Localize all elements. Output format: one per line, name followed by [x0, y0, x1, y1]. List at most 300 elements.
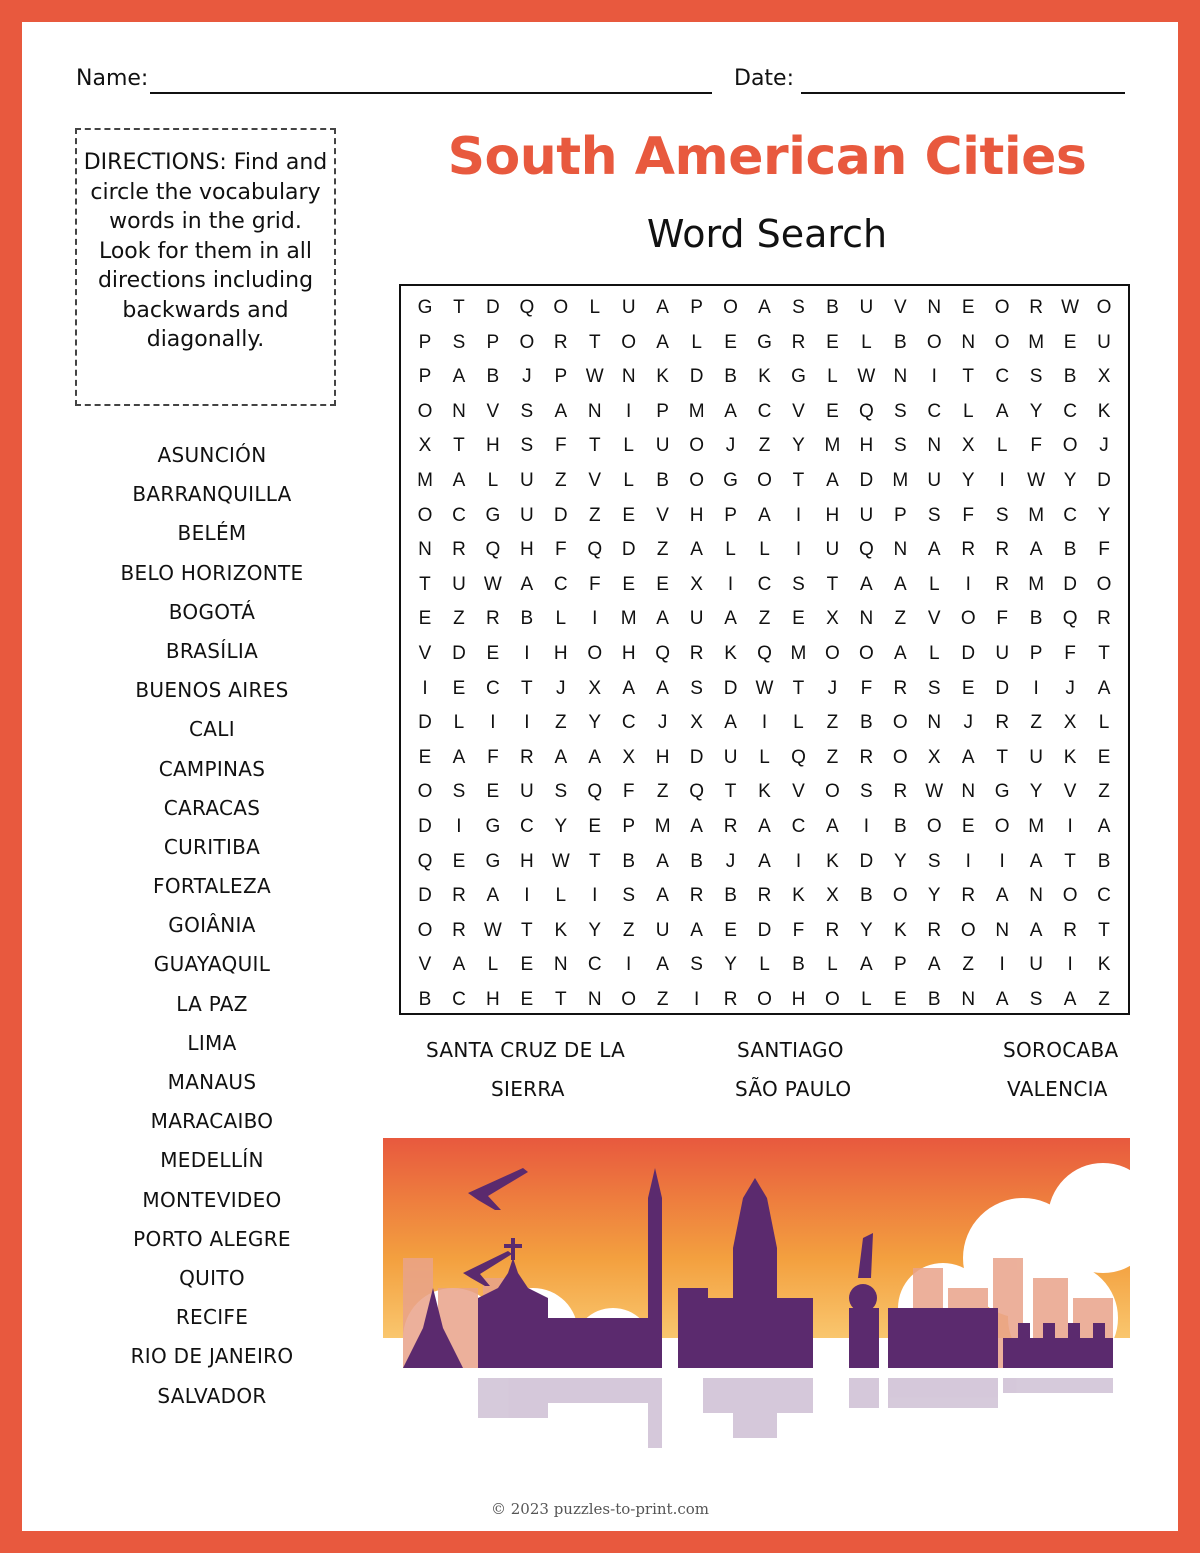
grid-cell[interactable]: L	[928, 642, 940, 664]
grid-cell[interactable]: T	[962, 366, 975, 388]
grid-cell[interactable]: O	[994, 297, 1010, 318]
grid-cell[interactable]: C	[757, 573, 772, 595]
grid-cell[interactable]: W	[585, 366, 604, 388]
grid-cell[interactable]: I	[1067, 954, 1073, 976]
grid-cell[interactable]: S	[792, 573, 805, 595]
grid-cell[interactable]: E	[826, 331, 839, 353]
grid-cell[interactable]: W	[755, 677, 774, 699]
grid-cell[interactable]: I	[524, 885, 530, 907]
word-search-grid[interactable]	[399, 284, 1130, 1015]
grid-cell[interactable]: O	[825, 642, 840, 664]
grid-cell[interactable]: M	[790, 642, 807, 664]
grid-cell[interactable]: Z	[1030, 712, 1042, 734]
grid-cell[interactable]: S	[893, 400, 907, 422]
grid-cell[interactable]: H	[689, 504, 704, 526]
grid-cell[interactable]: W	[483, 573, 502, 595]
grid-cell[interactable]: Q	[791, 746, 806, 768]
grid-cell[interactable]: J	[827, 677, 838, 699]
grid-cell[interactable]: A	[656, 677, 669, 699]
grid-cell[interactable]: U	[452, 573, 466, 595]
grid-cell[interactable]: A	[588, 746, 602, 768]
grid-cell[interactable]: H	[486, 435, 500, 457]
grid-cell[interactable]: I	[592, 608, 598, 630]
grid-cell[interactable]: C	[452, 988, 466, 1010]
grid-cell[interactable]: L	[589, 297, 601, 318]
grid-cell[interactable]: W	[925, 781, 944, 803]
grid-cell[interactable]: C	[486, 677, 500, 699]
grid-cell[interactable]: O	[1096, 573, 1112, 595]
grid-cell[interactable]: E	[792, 608, 805, 630]
grid-cell[interactable]: T	[588, 435, 601, 457]
grid-cell[interactable]: A	[656, 885, 669, 907]
grid-cell[interactable]: V	[927, 608, 941, 630]
grid-cell[interactable]: R	[689, 642, 704, 664]
grid-cell[interactable]: R	[723, 815, 738, 837]
grid-cell[interactable]: E	[961, 297, 975, 318]
grid-cell[interactable]: O	[892, 885, 908, 907]
grid-cell[interactable]: I	[626, 954, 632, 976]
grid-cell[interactable]: B	[1097, 850, 1111, 872]
grid-cell[interactable]: B	[418, 988, 432, 1010]
grid-cell[interactable]: A	[995, 885, 1009, 907]
grid-cell[interactable]: N	[961, 331, 976, 353]
grid-cell[interactable]: L	[555, 608, 567, 630]
grid-cell[interactable]: T	[826, 573, 839, 595]
grid-cell[interactable]: X	[826, 608, 839, 630]
grid-cell[interactable]: Y	[588, 919, 602, 941]
grid-cell[interactable]: H	[486, 988, 500, 1010]
grid-cell[interactable]: A	[724, 608, 737, 630]
grid-cell[interactable]: L	[487, 954, 499, 976]
grid-cell[interactable]: A	[961, 746, 975, 768]
grid-cell[interactable]: H	[519, 539, 534, 561]
grid-cell[interactable]: V	[486, 400, 500, 422]
grid-cell[interactable]: V	[418, 954, 432, 976]
grid-cell[interactable]: R	[961, 539, 976, 561]
grid-cell[interactable]: Z	[1098, 988, 1110, 1010]
grid-cell[interactable]: B	[893, 815, 907, 837]
grid-cell[interactable]: A	[486, 885, 500, 907]
grid-cell[interactable]: G	[723, 469, 738, 491]
grid-cell[interactable]: N	[961, 781, 976, 803]
grid-cell[interactable]: E	[724, 331, 737, 353]
grid-cell[interactable]: Q	[655, 642, 671, 664]
grid-cell[interactable]: U	[689, 608, 704, 630]
grid-cell[interactable]: O	[553, 297, 569, 318]
grid-cell[interactable]: Y	[588, 712, 602, 734]
grid-cell[interactable]: B	[656, 469, 669, 491]
grid-cell[interactable]: Y	[554, 815, 568, 837]
grid-cell[interactable]: D	[1097, 469, 1111, 491]
grid-cell[interactable]: S	[1029, 988, 1043, 1010]
grid-cell[interactable]: R	[452, 885, 466, 907]
grid-cell[interactable]: Y	[961, 469, 975, 491]
grid-cell[interactable]: U	[621, 297, 636, 318]
grid-cell[interactable]: Y	[724, 954, 737, 976]
grid-cell[interactable]: Q	[519, 297, 535, 318]
grid-cell[interactable]: L	[928, 573, 940, 595]
grid-cell[interactable]: H	[519, 850, 534, 872]
grid-cell[interactable]: K	[1097, 400, 1111, 422]
grid-cell[interactable]: W	[483, 919, 502, 941]
grid-cell[interactable]: Z	[622, 919, 635, 941]
grid-cell[interactable]: O	[1096, 297, 1112, 318]
grid-cell[interactable]: G	[485, 850, 501, 872]
grid-cell[interactable]: N	[859, 608, 874, 630]
grid-cell[interactable]: S	[1029, 366, 1043, 388]
grid-cell[interactable]: A	[724, 712, 737, 734]
grid-cell[interactable]: L	[996, 435, 1008, 457]
grid-cell[interactable]: E	[452, 850, 466, 872]
grid-cell[interactable]: O	[858, 642, 874, 664]
grid-cell[interactable]: P	[690, 297, 703, 318]
grid-cell[interactable]: I	[795, 504, 802, 526]
grid-cell[interactable]: D	[1063, 573, 1077, 595]
grid-cell[interactable]: M	[688, 400, 705, 422]
grid-cell[interactable]: B	[860, 712, 873, 734]
grid-cell[interactable]: O	[621, 988, 637, 1010]
grid-cell[interactable]: A	[656, 608, 669, 630]
grid-cell[interactable]: E	[486, 642, 500, 664]
grid-cell[interactable]: U	[859, 297, 874, 318]
grid-cell[interactable]: O	[757, 988, 772, 1010]
grid-cell[interactable]: T	[554, 988, 567, 1010]
grid-cell[interactable]: I	[965, 573, 971, 595]
grid-cell[interactable]: A	[995, 988, 1009, 1010]
grid-cell[interactable]: D	[553, 504, 568, 526]
grid-cell[interactable]: M	[417, 469, 433, 491]
grid-cell[interactable]: K	[554, 919, 568, 941]
grid-cell[interactable]: K	[792, 885, 805, 907]
grid-cell[interactable]: A	[826, 469, 839, 491]
grid-cell[interactable]: T	[521, 677, 533, 699]
grid-cell[interactable]: K	[1097, 954, 1111, 976]
grid-cell[interactable]: A	[452, 954, 466, 976]
grid-cell[interactable]: R	[723, 988, 738, 1010]
grid-cell[interactable]: P	[893, 954, 907, 976]
grid-cell[interactable]: N	[927, 712, 942, 734]
grid-cell[interactable]: S	[792, 297, 805, 318]
grid-cell[interactable]: I	[727, 573, 734, 595]
grid-cell[interactable]: K	[826, 850, 839, 872]
grid-cell[interactable]: T	[419, 573, 431, 595]
grid-cell[interactable]: O	[689, 469, 704, 491]
grid-cell[interactable]: C	[587, 954, 602, 976]
grid-cell[interactable]: O	[926, 331, 942, 353]
grid-cell[interactable]: C	[452, 504, 466, 526]
grid-cell[interactable]: C	[621, 712, 636, 734]
grid-cell[interactable]: D	[418, 712, 432, 734]
grid-cell[interactable]: F	[962, 504, 975, 526]
grid-cell[interactable]: F	[1098, 539, 1110, 561]
grid-cell[interactable]: X	[927, 746, 941, 768]
grid-cell[interactable]: A	[758, 815, 771, 837]
grid-cell[interactable]: Y	[893, 850, 907, 872]
grid-cell[interactable]: O	[960, 608, 976, 630]
grid-cell[interactable]: P	[418, 366, 432, 388]
grid-cell[interactable]: D	[689, 366, 704, 388]
grid-cell[interactable]: U	[1097, 331, 1111, 353]
grid-cell[interactable]: Y	[927, 885, 941, 907]
grid-cell[interactable]: S	[520, 400, 534, 422]
grid-cell[interactable]: I	[795, 850, 802, 872]
grid-cell[interactable]: T	[453, 435, 465, 457]
grid-cell[interactable]: F	[622, 781, 635, 803]
grid-cell[interactable]: J	[963, 712, 973, 734]
grid-cell[interactable]: A	[893, 573, 907, 595]
grid-cell[interactable]: U	[995, 642, 1010, 664]
grid-cell[interactable]: A	[656, 297, 669, 318]
grid-cell[interactable]: N	[927, 297, 942, 318]
grid-cell[interactable]: E	[622, 573, 636, 595]
grid-cell[interactable]: S	[622, 885, 636, 907]
grid-cell[interactable]: N	[418, 539, 432, 561]
grid-cell[interactable]: L	[962, 400, 974, 422]
grid-cell[interactable]: U	[859, 504, 874, 526]
grid-cell[interactable]: I	[931, 366, 937, 388]
grid-cell[interactable]: X	[418, 435, 432, 457]
grid-cell[interactable]: X	[1097, 366, 1111, 388]
grid-cell[interactable]: R	[961, 885, 976, 907]
grid-cell[interactable]: B	[826, 297, 839, 318]
grid-cell[interactable]: E	[656, 573, 669, 595]
grid-cell[interactable]: E	[486, 781, 500, 803]
grid-cell[interactable]: A	[995, 400, 1009, 422]
grid-cell[interactable]: O	[825, 781, 840, 803]
grid-cell[interactable]: S	[520, 435, 534, 457]
grid-cell[interactable]: I	[1033, 677, 1039, 699]
grid-cell[interactable]: V	[418, 642, 432, 664]
grid-cell[interactable]: X	[1063, 712, 1077, 734]
grid-cell[interactable]: O	[417, 781, 433, 803]
grid-cell[interactable]: P	[418, 331, 432, 353]
grid-cell[interactable]: O	[892, 746, 908, 768]
grid-cell[interactable]: R	[995, 712, 1010, 734]
grid-cell[interactable]: W	[551, 850, 570, 872]
grid-cell[interactable]: U	[1029, 746, 1043, 768]
grid-cell[interactable]: I	[626, 400, 632, 422]
grid-cell[interactable]: R	[452, 919, 466, 941]
grid-cell[interactable]: L	[487, 469, 499, 491]
grid-cell[interactable]: Z	[588, 504, 601, 526]
grid-cell[interactable]: T	[1064, 850, 1076, 872]
grid-cell[interactable]: U	[519, 781, 534, 803]
grid-cell[interactable]: S	[927, 850, 941, 872]
grid-cell[interactable]: L	[861, 331, 872, 353]
grid-cell[interactable]: H	[825, 504, 840, 526]
grid-cell[interactable]: K	[1063, 746, 1077, 768]
grid-cell[interactable]: Y	[792, 435, 805, 457]
grid-cell[interactable]: E	[961, 815, 975, 837]
grid-cell[interactable]: U	[927, 469, 942, 491]
grid-cell[interactable]: P	[656, 400, 669, 422]
grid-cell[interactable]: N	[587, 988, 602, 1010]
grid-cell[interactable]: A	[893, 642, 907, 664]
grid-cell[interactable]: S	[927, 677, 941, 699]
grid-cell[interactable]: I	[524, 642, 530, 664]
grid-cell[interactable]: O	[723, 297, 738, 318]
grid-cell[interactable]: W	[1027, 469, 1046, 491]
grid-cell[interactable]: N	[621, 366, 636, 388]
grid-cell[interactable]: A	[758, 504, 771, 526]
grid-cell[interactable]: V	[792, 781, 805, 803]
grid-cell[interactable]: H	[791, 988, 806, 1010]
grid-cell[interactable]: Z	[453, 608, 465, 630]
grid-cell[interactable]: J	[725, 850, 736, 872]
grid-cell[interactable]: R	[689, 885, 704, 907]
grid-cell[interactable]: R	[486, 608, 500, 630]
grid-cell[interactable]: D	[961, 642, 976, 664]
grid-cell[interactable]: A	[758, 850, 771, 872]
grid-cell[interactable]: B	[1063, 539, 1077, 561]
grid-cell[interactable]: F	[554, 539, 567, 561]
grid-cell[interactable]: I	[1067, 815, 1073, 837]
grid-cell[interactable]: N	[587, 400, 602, 422]
grid-cell[interactable]: C	[995, 366, 1010, 388]
grid-cell[interactable]: J	[1065, 677, 1075, 699]
grid-cell[interactable]: A	[554, 746, 568, 768]
grid-cell[interactable]: E	[418, 608, 432, 630]
grid-cell[interactable]: X	[622, 746, 636, 768]
grid-cell[interactable]: J	[725, 435, 736, 457]
grid-cell[interactable]: A	[452, 469, 466, 491]
grid-cell[interactable]: S	[927, 504, 941, 526]
grid-cell[interactable]: A	[452, 746, 466, 768]
grid-cell[interactable]: G	[757, 331, 772, 353]
grid-cell[interactable]: P	[893, 504, 907, 526]
grid-cell[interactable]: O	[825, 988, 840, 1010]
grid-cell[interactable]: Z	[554, 469, 567, 491]
grid-cell[interactable]: J	[556, 677, 566, 699]
grid-cell[interactable]: B	[1063, 366, 1077, 388]
grid-cell[interactable]: C	[553, 573, 568, 595]
grid-cell[interactable]: G	[994, 781, 1010, 803]
grid-cell[interactable]: A	[927, 954, 941, 976]
grid-cell[interactable]: R	[1097, 608, 1111, 630]
grid-cell[interactable]: O	[587, 642, 603, 664]
grid-cell[interactable]: E	[588, 815, 602, 837]
grid-cell[interactable]: Q	[858, 539, 874, 561]
grid-cell[interactable]: H	[859, 435, 874, 457]
grid-cell[interactable]: L	[827, 954, 838, 976]
grid-cell[interactable]: B	[893, 331, 907, 353]
grid-cell[interactable]: C	[791, 815, 806, 837]
grid-cell[interactable]: L	[453, 712, 465, 734]
grid-cell[interactable]: F	[588, 573, 601, 595]
grid-cell[interactable]: R	[757, 885, 772, 907]
grid-cell[interactable]: D	[418, 815, 432, 837]
grid-cell[interactable]: S	[860, 781, 873, 803]
grid-cell[interactable]: S	[452, 781, 466, 803]
grid-cell[interactable]: A	[690, 919, 703, 941]
grid-cell[interactable]: S	[690, 677, 703, 699]
grid-cell[interactable]: T	[521, 919, 533, 941]
grid-cell[interactable]: S	[690, 954, 703, 976]
grid-cell[interactable]: O	[994, 815, 1010, 837]
grid-cell[interactable]: A	[826, 815, 839, 837]
grid-cell[interactable]: V	[588, 469, 602, 491]
grid-cell[interactable]: D	[486, 297, 500, 318]
grid-cell[interactable]: G	[485, 815, 501, 837]
grid-cell[interactable]: N	[1029, 885, 1043, 907]
grid-cell[interactable]: V	[656, 504, 669, 526]
name-line[interactable]	[150, 92, 712, 94]
grid-cell[interactable]: Z	[826, 712, 839, 734]
grid-cell[interactable]: K	[893, 919, 907, 941]
grid-cell[interactable]: W	[857, 366, 876, 388]
grid-cell[interactable]: D	[723, 677, 738, 699]
grid-cell[interactable]: L	[623, 469, 634, 491]
grid-cell[interactable]: R	[452, 539, 466, 561]
grid-cell[interactable]: E	[1063, 331, 1077, 353]
grid-cell[interactable]: L	[1098, 712, 1110, 734]
grid-cell[interactable]: A	[1029, 850, 1043, 872]
grid-cell[interactable]: U	[1029, 954, 1043, 976]
grid-cell[interactable]: Y	[1097, 504, 1111, 526]
grid-cell[interactable]: B	[486, 366, 500, 388]
grid-cell[interactable]: N	[893, 539, 908, 561]
grid-cell[interactable]: S	[452, 331, 466, 353]
grid-cell[interactable]: Z	[656, 781, 669, 803]
grid-cell[interactable]: Z	[962, 954, 975, 976]
grid-cell[interactable]: T	[792, 469, 805, 491]
grid-cell[interactable]: T	[724, 781, 737, 803]
grid-cell[interactable]: A	[622, 677, 636, 699]
grid-cell[interactable]: A	[520, 573, 534, 595]
grid-cell[interactable]: R	[995, 573, 1010, 595]
grid-cell[interactable]: Q	[689, 781, 704, 803]
grid-cell[interactable]: A	[758, 297, 771, 318]
grid-cell[interactable]: D	[859, 469, 874, 491]
grid-cell[interactable]: M	[1028, 331, 1045, 353]
grid-cell[interactable]: Q	[587, 539, 603, 561]
grid-cell[interactable]: E	[826, 400, 839, 422]
grid-cell[interactable]: V	[893, 297, 907, 318]
grid-cell[interactable]: D	[452, 642, 466, 664]
grid-cell[interactable]: R	[825, 919, 840, 941]
grid-cell[interactable]: U	[519, 469, 534, 491]
grid-cell[interactable]: Z	[894, 608, 907, 630]
grid-cell[interactable]: P	[724, 504, 737, 526]
grid-cell[interactable]: Z	[826, 746, 839, 768]
grid-cell[interactable]: A	[690, 539, 703, 561]
grid-cell[interactable]: L	[623, 435, 634, 457]
grid-cell[interactable]: X	[826, 885, 839, 907]
grid-cell[interactable]: O	[417, 919, 433, 941]
grid-cell[interactable]: L	[827, 366, 838, 388]
grid-cell[interactable]: G	[485, 504, 501, 526]
grid-cell[interactable]: O	[1062, 435, 1078, 457]
grid-cell[interactable]: Z	[758, 608, 771, 630]
grid-cell[interactable]: Z	[758, 435, 771, 457]
grid-cell[interactable]: H	[553, 642, 568, 664]
grid-cell[interactable]: M	[654, 815, 671, 837]
grid-cell[interactable]: A	[656, 331, 669, 353]
grid-cell[interactable]: Y	[1029, 400, 1043, 422]
grid-cell[interactable]: R	[859, 746, 874, 768]
grid-cell[interactable]: M	[1028, 504, 1045, 526]
grid-cell[interactable]: T	[1098, 642, 1110, 664]
grid-cell[interactable]: Q	[485, 539, 501, 561]
grid-cell[interactable]: B	[1029, 608, 1043, 630]
grid-cell[interactable]: U	[825, 539, 840, 561]
grid-cell[interactable]: B	[724, 885, 737, 907]
grid-cell[interactable]: T	[1098, 919, 1110, 941]
grid-cell[interactable]: E	[724, 919, 737, 941]
grid-cell[interactable]: F	[1064, 642, 1076, 664]
grid-cell[interactable]: I	[592, 885, 598, 907]
grid-cell[interactable]: L	[759, 954, 770, 976]
